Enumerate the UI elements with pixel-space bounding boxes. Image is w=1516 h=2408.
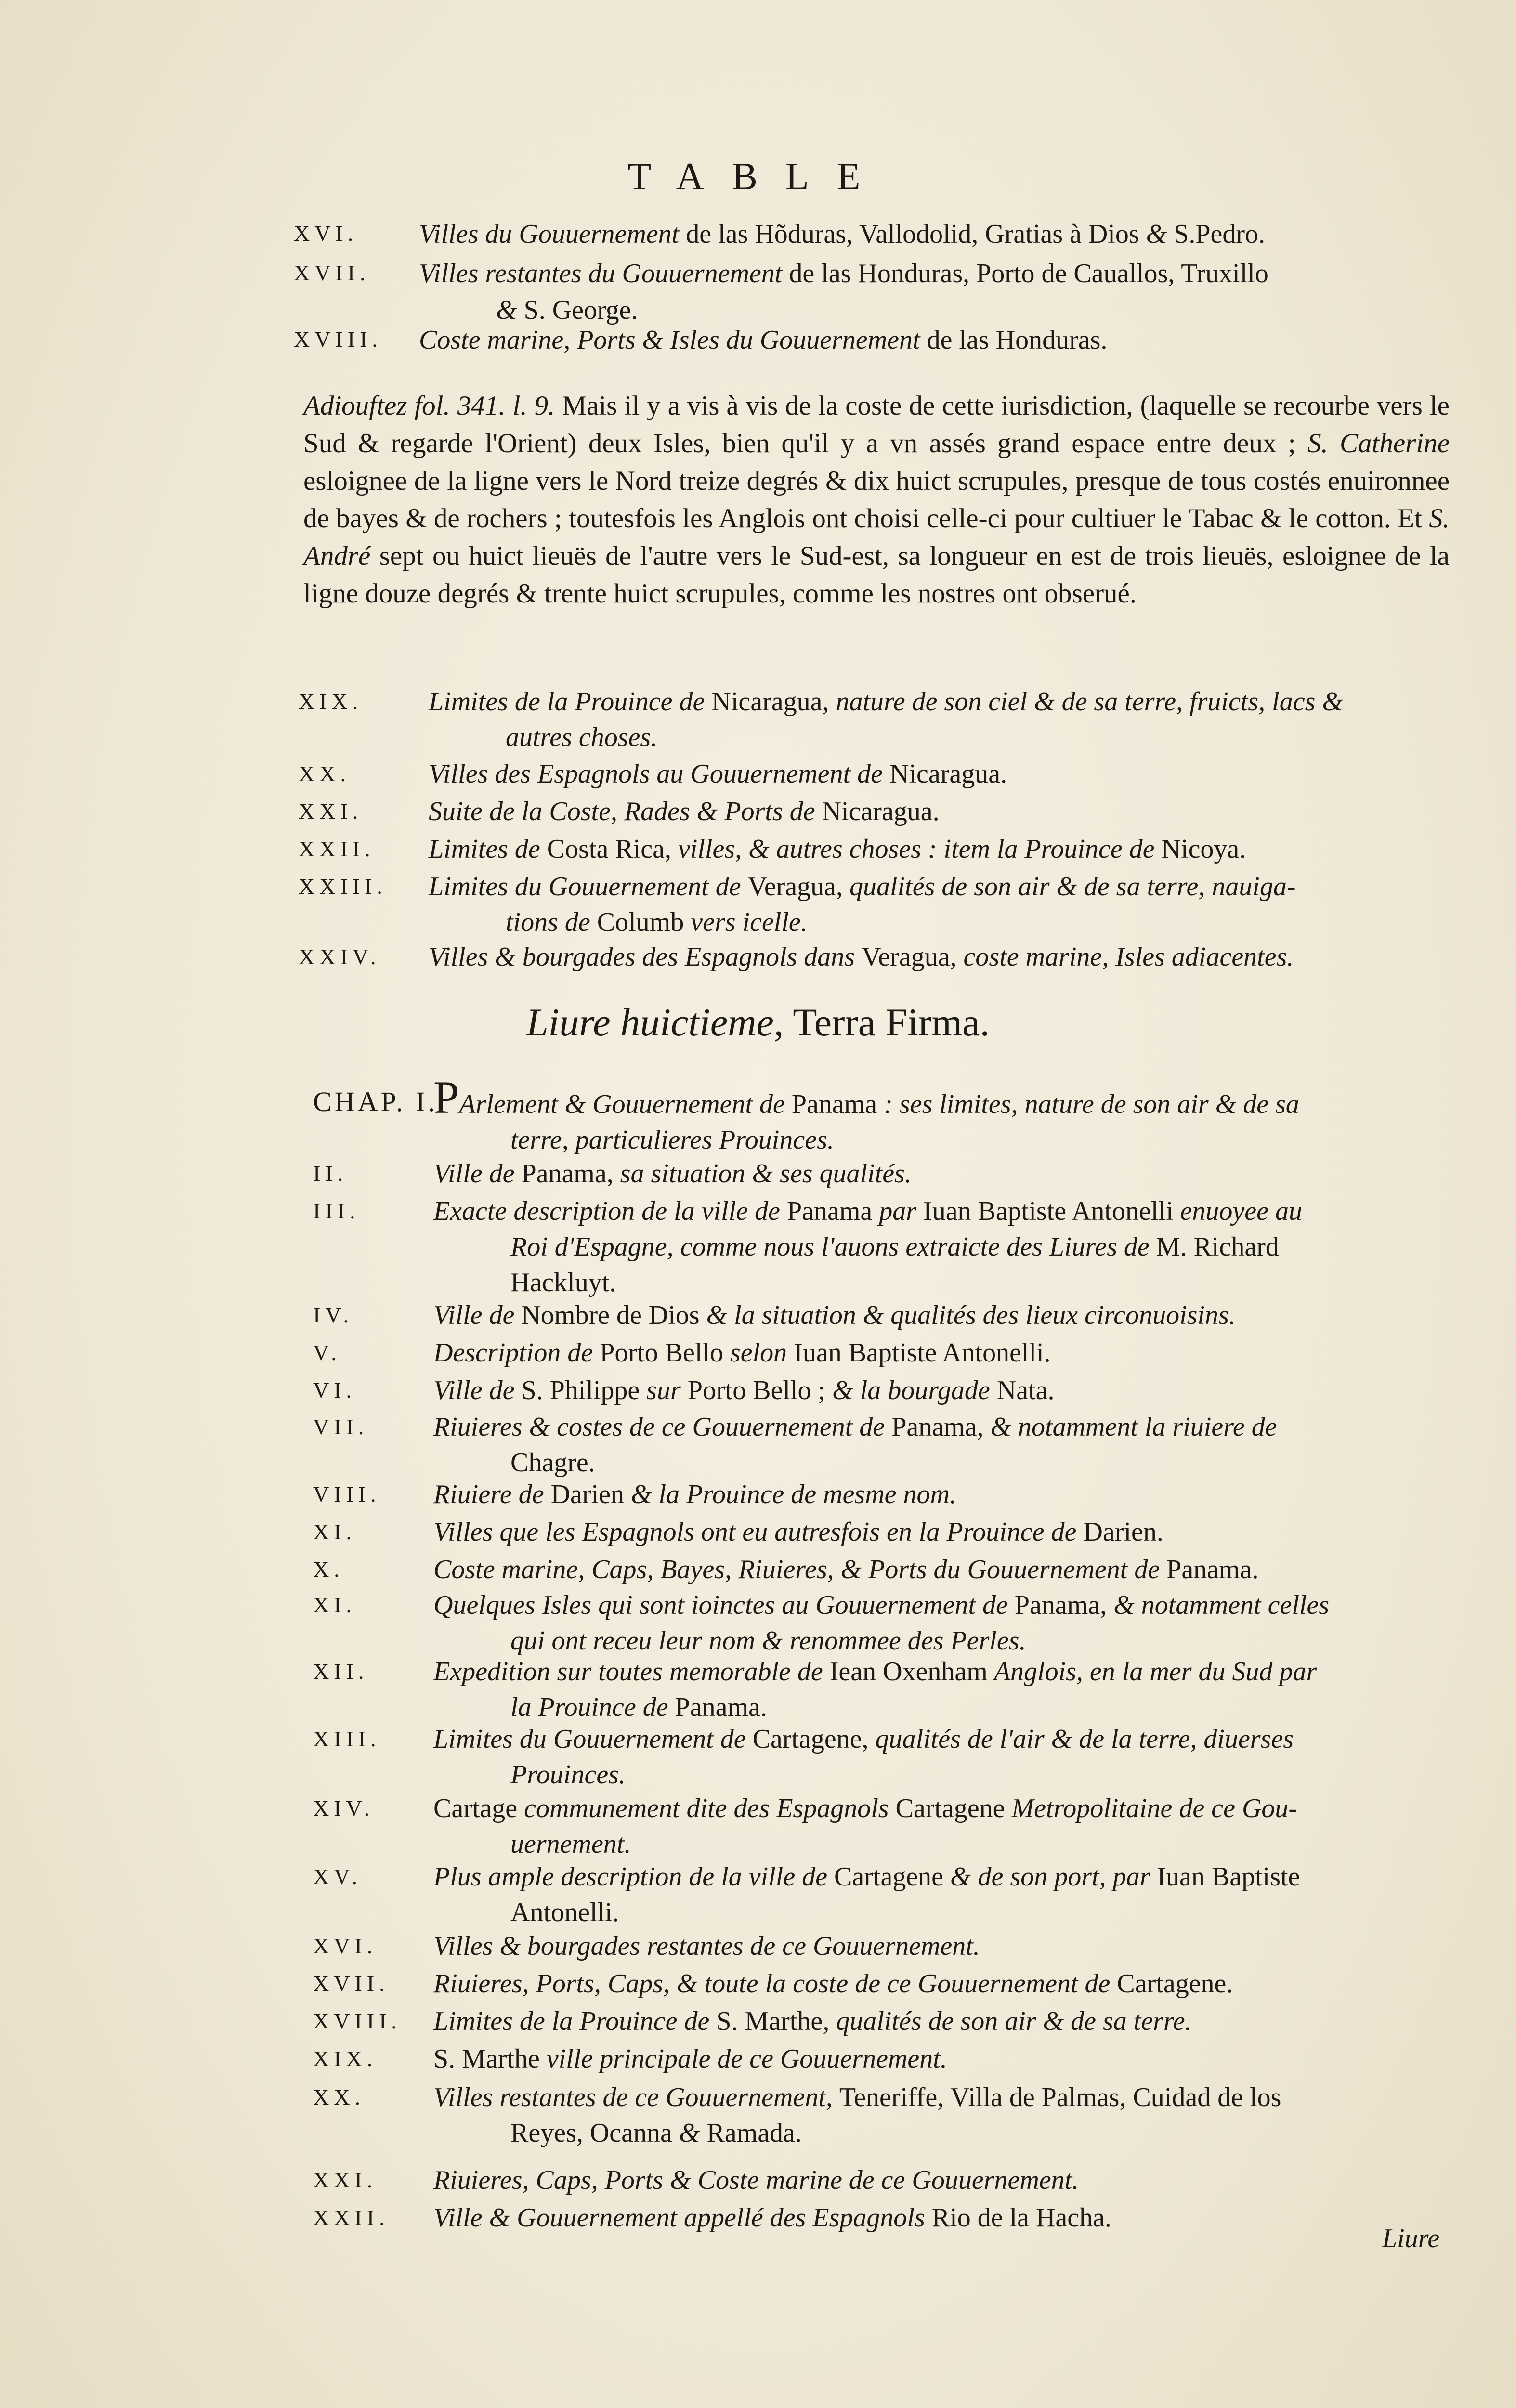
- entry-number: XII.: [313, 1659, 369, 1684]
- entry-text: [433, 2080, 1469, 2151]
- entry-fragment: Columb: [597, 907, 684, 937]
- entry-fragment: M. Richard: [1156, 1232, 1279, 1262]
- entry-fragment: Nicaragua.: [822, 797, 940, 826]
- entry-line: [429, 831, 1464, 867]
- entry-fragment: S.Pedro.: [1167, 219, 1266, 249]
- entry-line: [433, 1156, 1469, 1191]
- entry-number: XIX.: [313, 2046, 378, 2071]
- entry-fragment: Cartage: [433, 1793, 518, 1823]
- entry-number: XVII.: [294, 261, 370, 285]
- entry-fragment: Ramada.: [706, 2118, 802, 2148]
- entry-line: [433, 1895, 1469, 1930]
- entry-number: XXII.: [313, 2205, 390, 2230]
- entry-text: [429, 939, 1464, 975]
- entry-fragment: Rio de la Hacha.: [931, 2203, 1111, 2233]
- entry-fragment: vers icelle.: [684, 907, 808, 937]
- entry-fragment: de las Honduras, Porto de Cauallos, Truxillo: [782, 259, 1268, 288]
- entry-fragment: Prouinces.: [510, 1760, 626, 1790]
- addition-body: [303, 391, 1450, 609]
- entry-text: [433, 1721, 1469, 1793]
- entry-number: XI.: [313, 1593, 357, 1617]
- addition-text-part: S. Catherine: [1307, 428, 1450, 458]
- entry-number: XIX.: [299, 689, 363, 714]
- entry-fragment: villes, & autres choses : item la Prouince de: [671, 834, 1162, 864]
- entry-fragment: Nicaragua,: [711, 687, 829, 717]
- entry-line: [433, 1072, 1469, 1123]
- addition-text-part: S. André: [303, 503, 1450, 571]
- entry-fragment: Cartagene: [834, 1862, 944, 1892]
- entry-fragment: Panama: [786, 1196, 873, 1226]
- entry-line: [433, 2162, 1469, 2198]
- entry-number: XI.: [313, 1519, 357, 1544]
- entry-fragment: terre, particulieres Prouinces.: [510, 1125, 834, 1155]
- entry-fragment: Veragua,: [862, 942, 957, 972]
- entry-line: [429, 794, 1464, 829]
- entry-fragment: Villes restantes de ce Gouuernement,: [433, 2082, 839, 2112]
- entry-text: [419, 322, 1454, 358]
- entry-fragment: P: [433, 1072, 459, 1123]
- entry-fragment: & notamment la riuiere de: [983, 1412, 1277, 1442]
- entry-fragment: nature de son ciel & de sa terre, fruicts, lacs &: [829, 687, 1343, 717]
- entry-fragment: S. Marthe: [433, 2044, 540, 2074]
- entry-text: [433, 1654, 1469, 1725]
- entry-fragment: sur: [640, 1375, 688, 1405]
- entry-fragment: Riuieres, Ports, Caps, & toute la coste de ce Gouuernement de: [433, 1969, 1117, 1999]
- entry-fragment: Villes & bourgades restantes de ce Gouuernement.: [433, 1931, 980, 1961]
- entry-fragment: Nicoya.: [1161, 834, 1246, 864]
- entry-line: [419, 216, 1454, 252]
- entry-text: [433, 1297, 1469, 1333]
- entry-fragment: Teneriffe, Villa de Palmas, Cuidad de los: [839, 2082, 1281, 2112]
- entry-fragment: Riuieres & costes de ce Gouuernement de: [433, 1412, 892, 1442]
- entry-fragment: enuoyee au: [1173, 1196, 1302, 1226]
- entry-fragment: Porto Bello: [600, 1338, 723, 1368]
- entry-number: IV.: [313, 1303, 354, 1327]
- addition-reference: Adiouftez fol. 341. l. 9.: [303, 391, 555, 421]
- entry-number: XVI.: [294, 221, 358, 246]
- entry-text: [433, 1409, 1469, 1480]
- entry-fragment: & la situation & qualités des lieux circonuoisins.: [699, 1300, 1236, 1330]
- entry-fragment: Hackluyt.: [510, 1268, 616, 1297]
- entry-fragment: Nicaragua.: [889, 759, 1007, 789]
- entry-line: [433, 2041, 1469, 2077]
- entry-line: [433, 1654, 1469, 1689]
- entry-fragment: Iuan Baptiste Antonelli: [923, 1196, 1174, 1226]
- entry-number: XX.: [313, 2085, 365, 2109]
- entry-line: [433, 1966, 1469, 2002]
- entry-fragment: Ville de: [433, 1159, 522, 1189]
- entry-number: XV.: [313, 1864, 363, 1889]
- entry-line: [433, 1587, 1469, 1623]
- entry-fragment: Nombre de Dios: [521, 1300, 700, 1330]
- entry-fragment: de las Honduras.: [920, 325, 1108, 355]
- entry-line: [433, 1265, 1469, 1300]
- entry-fragment: qualités de l'air & de la terre, diuerses: [868, 1724, 1294, 1754]
- entry-line: [433, 1335, 1469, 1371]
- entry-line: [433, 1122, 1469, 1158]
- entry-fragment: Villes que les Espagnols ont eu autresfois en la Prouince de: [433, 1517, 1084, 1547]
- entry-text: [429, 869, 1464, 940]
- entry-fragment: Riuiere de: [433, 1479, 551, 1509]
- entry-fragment: Ville de: [433, 1300, 522, 1330]
- entry-line: [433, 1623, 1469, 1659]
- addition-text-part: esloignee de la ligne vers le Nord treize degrés & dix huict scrupules, presque de tous costés enuironnee de bayes & de rochers ; toutesfois les Anglois ont choisi celle-ci pour cultiuer le Tabac & le cotton. Et: [303, 466, 1450, 534]
- entry-number: VI.: [313, 1378, 357, 1402]
- entry-fragment: Costa Rica,: [547, 834, 671, 864]
- book-heading: [0, 1000, 1516, 1045]
- entry-fragment: communement dite des Espagnols: [517, 1793, 896, 1823]
- entry-number: VII.: [313, 1414, 369, 1439]
- entry-line: [433, 2115, 1469, 2151]
- entry-fragment: Arlement & Gouuernement de: [459, 1089, 792, 1119]
- entry-fragment: Porto Bello ;: [687, 1375, 826, 1405]
- entry-line: [433, 1721, 1469, 1757]
- entry-number: XXI.: [299, 799, 363, 824]
- entry-line: [433, 1373, 1469, 1408]
- entry-text: [433, 2041, 1469, 2077]
- entry-text: [433, 1072, 1469, 1158]
- entry-fragment: Villes & bourgades des Espagnols dans: [429, 942, 862, 972]
- entry-fragment: Chagre.: [510, 1448, 595, 1478]
- entry-fragment: par: [872, 1196, 924, 1226]
- entry-fragment: coste marine, Isles adiacentes.: [956, 942, 1294, 972]
- entry-fragment: sa situation & ses qualités.: [613, 1159, 912, 1189]
- entry-line: [433, 1297, 1469, 1333]
- entry-text: [433, 1514, 1469, 1550]
- entry-text: [433, 1477, 1469, 1512]
- entry-number: XXIII.: [299, 874, 387, 899]
- entry-fragment: Limites du Gouuernement de: [429, 872, 748, 902]
- entry-fragment: Cartagene.: [1117, 1969, 1233, 1999]
- entry-fragment: uernement.: [510, 1829, 631, 1859]
- entry-fragment: Darien: [550, 1479, 624, 1509]
- entry-number: XIV.: [313, 1796, 375, 1820]
- entry-fragment: tions de: [506, 907, 597, 937]
- entry-line: [433, 1514, 1469, 1550]
- entry-text: [433, 1587, 1469, 1659]
- entry-fragment: Roi d'Espagne, comme nous l'auons extraicte des Liures de: [510, 1232, 1156, 1262]
- entry-line: [433, 1445, 1469, 1480]
- entry-line: [429, 756, 1464, 792]
- entry-number: XIII.: [313, 1727, 381, 1751]
- entry-fragment: Plus ample description de la ville de: [433, 1862, 835, 1892]
- entry-text: [433, 1156, 1469, 1191]
- entry-line: [433, 1552, 1469, 1587]
- entry-line: [433, 1229, 1469, 1265]
- entry-fragment: S. Philippe: [521, 1375, 640, 1405]
- entry-fragment: Coste marine, Caps, Bayes, Riuieres, & Ports du Gouuernement de: [433, 1555, 1167, 1584]
- entry-fragment: Expedition sur toutes memorable de: [433, 1657, 830, 1687]
- entry-line: [429, 869, 1464, 904]
- entry-fragment: autres choses.: [506, 722, 658, 752]
- entry-text: [433, 1373, 1469, 1408]
- entry-fragment: Exacte description de la ville de: [433, 1196, 787, 1226]
- book-heading-plain: , Terra Firma.: [773, 1000, 990, 1044]
- entry-fragment: qui ont receu leur nom & renommee des Perles.: [510, 1626, 1026, 1656]
- entry-line: [419, 255, 1454, 292]
- entry-text: [433, 1966, 1469, 2002]
- entry-fragment: Panama: [791, 1089, 877, 1119]
- entry-fragment: qualités de son air & de sa terre.: [829, 2006, 1192, 2036]
- entry-line: [433, 1409, 1469, 1445]
- entry-line: [419, 322, 1454, 358]
- entry-fragment: Limites du Gouuernement de: [433, 1724, 753, 1754]
- entry-text: [433, 2162, 1469, 2198]
- entry-number: XXII.: [299, 837, 375, 861]
- entry-fragment: Quelques Isles qui sont ioinctes au Gouuernement de: [433, 1590, 1015, 1620]
- entry-fragment: Metropolitaine de ce Gou-: [1005, 1793, 1298, 1823]
- entry-fragment: Coste marine, Ports & Isles du Gouuernement: [419, 325, 920, 355]
- entry-text: [433, 2003, 1469, 2039]
- entry-number: XX.: [299, 761, 351, 786]
- entry-fragment: Iean Oxenham: [829, 1657, 988, 1687]
- entry-fragment: qualités de son air & de sa terre, nauiga-: [843, 872, 1296, 902]
- addition-paragraph: [303, 387, 1450, 613]
- entry-fragment: la Prouince de: [510, 1692, 675, 1722]
- entry-fragment: Ville & Gouuernement appellé des Espagnols: [433, 2203, 932, 2233]
- entry-fragment: Panama,: [1014, 1590, 1107, 1620]
- entry-text: [429, 756, 1464, 792]
- entry-line: [433, 1689, 1469, 1725]
- entry-fragment: Antonelli.: [510, 1898, 619, 1927]
- entry-fragment: & notamment celles: [1107, 1590, 1330, 1620]
- entry-fragment: Anglois, en la mer du Sud par: [987, 1657, 1317, 1687]
- entry-fragment: Limites de: [429, 834, 547, 864]
- addition-text-part: Mais il y a vis à vis de la coste de cette iurisdiction, (laquelle se recourbe vers le Sud & regarde l'Orient) deux Isles, bien qu'il y a vn assés grand espace entre deux ;: [303, 391, 1450, 458]
- entry-line: [429, 939, 1464, 975]
- entry-fragment: Panama,: [521, 1159, 614, 1189]
- entry-fragment: Description de: [433, 1338, 600, 1368]
- entry-fragment: &: [496, 295, 517, 325]
- entry-line: [429, 684, 1464, 720]
- entry-line: [433, 1859, 1469, 1895]
- entry-fragment: Nata.: [996, 1375, 1055, 1405]
- entry-fragment: Ville de: [433, 1375, 522, 1405]
- entry-line: [429, 720, 1464, 755]
- entry-number: III.: [313, 1199, 360, 1223]
- entry-number: XXI.: [313, 2168, 378, 2192]
- page-title: TABLE: [627, 156, 889, 198]
- entry-line: [433, 2003, 1469, 2039]
- entry-number: XVIII.: [313, 2009, 402, 2033]
- entry-number: XXIV.: [299, 944, 381, 969]
- entry-number: X.: [313, 1557, 344, 1582]
- entry-fragment: Limites de la Prouince de: [433, 2006, 717, 2036]
- entry-text: [429, 794, 1464, 829]
- entry-line: [433, 1193, 1469, 1229]
- entry-number: V.: [313, 1340, 341, 1365]
- entry-text: [433, 1859, 1469, 1930]
- entry-text: [433, 1335, 1469, 1371]
- entry-text: [419, 255, 1454, 328]
- entry-fragment: ville principale de ce Gouuernement.: [539, 2044, 947, 2074]
- entry-fragment: & la bourgade: [825, 1375, 997, 1405]
- entry-fragment: Cartagene: [895, 1793, 1005, 1823]
- entry-fragment: : ses limites, nature de son air & de sa: [877, 1089, 1299, 1119]
- entry-fragment: Darien.: [1083, 1517, 1163, 1547]
- entry-fragment: Villes restantes du Gouuernement: [419, 259, 783, 288]
- entry-line: [429, 904, 1464, 940]
- entry-line: [433, 1477, 1469, 1512]
- entry-fragment: Cartagene,: [752, 1724, 869, 1754]
- entry-number: II.: [313, 1161, 348, 1186]
- entry-fragment: Reyes, Ocanna: [510, 2118, 672, 2148]
- entry-text: [433, 1193, 1469, 1300]
- entry-fragment: &: [1146, 219, 1167, 249]
- entry-fragment: Suite de la Coste, Rades & Ports de: [429, 797, 822, 826]
- entry-fragment: & la Prouince de mesme nom.: [624, 1479, 956, 1509]
- entry-line: [433, 2200, 1469, 2236]
- entry-text: [429, 684, 1464, 755]
- addition-text-part: sept ou huict lieuës de l'autre vers le Sud-est, sa longueur en est de trois lieuës, esloignee de la ligne douze degrés & trente huict scrupules, comme les nostres ont obserué.: [303, 541, 1450, 609]
- entry-fragment: Panama.: [675, 1692, 767, 1722]
- entry-text: [433, 2200, 1469, 2236]
- entry-text: [429, 831, 1464, 867]
- entry-fragment: Iuan Baptiste Antonelli.: [794, 1338, 1051, 1368]
- entry-line: [433, 1757, 1469, 1793]
- entry-fragment: Veragua,: [747, 872, 843, 902]
- entry-line: [433, 1928, 1469, 1964]
- entry-text: [433, 1928, 1469, 1964]
- entry-fragment: Villes du Gouuernement: [419, 219, 680, 249]
- entry-fragment: Riuieres, Caps, Ports & Coste marine de ce Gouuernement.: [433, 2165, 1079, 2195]
- entry-fragment: Panama,: [891, 1412, 984, 1442]
- entry-number: XVII.: [313, 1971, 390, 1996]
- entry-number: XVIII.: [294, 327, 382, 352]
- entry-fragment: S. George.: [517, 295, 638, 325]
- entry-fragment: Limites de la Prouince de: [429, 687, 712, 717]
- entry-text: [419, 216, 1454, 252]
- entry-number: XVI.: [313, 1934, 378, 1958]
- entry-number: VIII.: [313, 1482, 381, 1506]
- entry-fragment: Iuan Baptiste: [1157, 1862, 1300, 1892]
- entry-fragment: Panama.: [1166, 1555, 1259, 1584]
- entry-fragment: S. Marthe,: [716, 2006, 830, 2036]
- catchword: Liure: [1382, 2224, 1440, 2253]
- book-heading-italic: Liure huictieme: [526, 1000, 774, 1044]
- entry-fragment: Villes des Espagnols au Gouuernement de: [429, 759, 890, 789]
- entry-fragment: &: [672, 2118, 707, 2148]
- entry-fragment: & de son port, par: [943, 1862, 1157, 1892]
- entry-text: [433, 1791, 1469, 1862]
- entry-fragment: de las Hõduras, Vallodolid, Gratias à Dios: [679, 219, 1146, 249]
- entry-fragment: selon: [723, 1338, 794, 1368]
- entry-number: CHAP. I.: [313, 1086, 438, 1117]
- entry-line: [433, 1826, 1469, 1862]
- entry-text: [433, 1552, 1469, 1587]
- entry-line: [433, 1791, 1469, 1826]
- entry-line: [433, 2080, 1469, 2115]
